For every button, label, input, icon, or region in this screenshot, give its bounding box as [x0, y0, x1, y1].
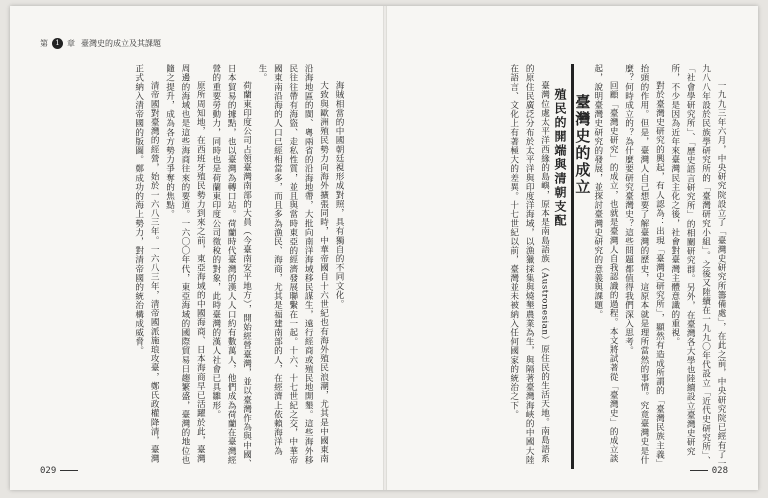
paragraph: 回顧「臺灣史研究」的成立，也就是臺灣人自我認識的過程。本文將試著從「臺灣史」的成立談起，說明臺灣史研究的發展，並探討臺灣史研究的意義與課題。	[592, 64, 619, 464]
book-spread	[10, 6, 758, 490]
page-number-left	[40, 466, 82, 476]
paragraph: 臺灣位處太平洋西緣的島嶼，原本是南島語族（Austronesian）原住民的生活天地。南島語系的原住民廣泛分布於太平洋與印度洋海域，以漁獵採集與燒墾農業為生，與隔著臺灣海峽的中國大陸在語言、文化上有著極大的差異。十七世紀以前，臺灣並未被納入任何國家的統治之下。	[508, 64, 550, 465]
right-page-body	[412, 64, 728, 469]
paragraph: 荷蘭東印度公司占領臺灣南部的大員（今臺南安平地方），開始經營臺灣，並以臺灣作為與中國、日本貿易的據點，也以臺灣為轉口站。荷蘭時代臺灣的漢人人口約有數萬人，他們成為荷蘭在臺灣經營的重要勞動力，同時也是荷蘭東印度公司徵稅的對象，此時臺灣的漢人社會已具雛形。	[210, 64, 252, 469]
footer-rule	[60, 470, 78, 471]
paragraph: 清帝國對臺灣的經營，始於一六八三年。一六八三年，清帝國派施琅攻臺，鄭氏政權降清，臺灣正式納入清帝國的版圖。鄭成功的海上勢力，對清帝國的統治構成威脅。	[133, 64, 160, 464]
page-number: 029	[40, 466, 57, 476]
running-header-title: 臺灣史的成立及其課題	[81, 39, 161, 48]
chapter-suffix: 章	[67, 39, 75, 48]
paragraph: 一九九三年六月，中央研究院設立了「臺灣史研究所籌備處」，在此之前，中央研究院已經有了一九八八年設於民族學研究所的「臺灣研究小組」。之後又陸續在一九九〇年代設立「近代史研究所」、「社會學研究所」、「歷史語言研究所」的相關研究群。另外，在臺灣各大學也陸續設立臺灣史研究所，不少是因為近年來臺灣民主化之後，社會對臺灣主體意識的重視。	[669, 64, 726, 469]
left-page-body	[38, 64, 346, 469]
chapter-mark: 第	[40, 39, 48, 48]
footer-rule	[690, 470, 708, 471]
page-number: 028	[711, 466, 728, 476]
page-number-right	[686, 466, 728, 476]
section-title: 臺灣史的成立	[573, 94, 592, 196]
paragraph: 對於臺灣史研究的興起，有人認為：出現「臺灣史研究所」，顯然有造成所謂的「臺灣民族主義」抬頭的作用。但是，臺灣人自己想要了解臺灣的歷史，這原本就是理所當然的事情。究竟臺灣史是什麼？何時成立的？為什麼要研究臺灣史？這些問題都值得我們深入思考。	[623, 64, 665, 469]
running-header	[40, 38, 161, 49]
paragraph: 原所周知地，在西班牙殖民勢力到來之前，東亞海域的中國海商、日本海商早已活躍於此，臺灣周邊的海域也是這些海商往來的要道。一六〇〇年代，東亞海域的國際貿易日趨繁盛，臺灣的地位也隨之提升，成為各方勢力爭奪的焦點。	[164, 64, 206, 465]
chapter-number-badge: 1	[52, 38, 63, 49]
section-subtitle: 殖民的開端與清朝支配	[552, 64, 574, 469]
left-page	[10, 6, 382, 490]
paragraph: 大致與歐洲殖民勢力向海外擴張同時，中華帝國自十六世紀也有海外殖民浪潮，尤其是中國東南沿海地區的閩、粵兩省的沿海地帶，大批向南洋海域移民謀生，遠行經商或殖民地開墾。這些海外移民往往帶有海盜、走私性質，並且與當時東亞的經濟發展聯繫在一起。十六、十七世紀之交，中華帝國東南沿海的人口已經相當多，而且多為漁民、海商，尤其是福建南部的人，在經濟上依賴海洋為生。	[256, 64, 329, 465]
paragraph: 海賊相當的中國朝廷視形成對照，具有獨自的不同文化。	[334, 81, 344, 309]
right-page	[386, 6, 758, 490]
